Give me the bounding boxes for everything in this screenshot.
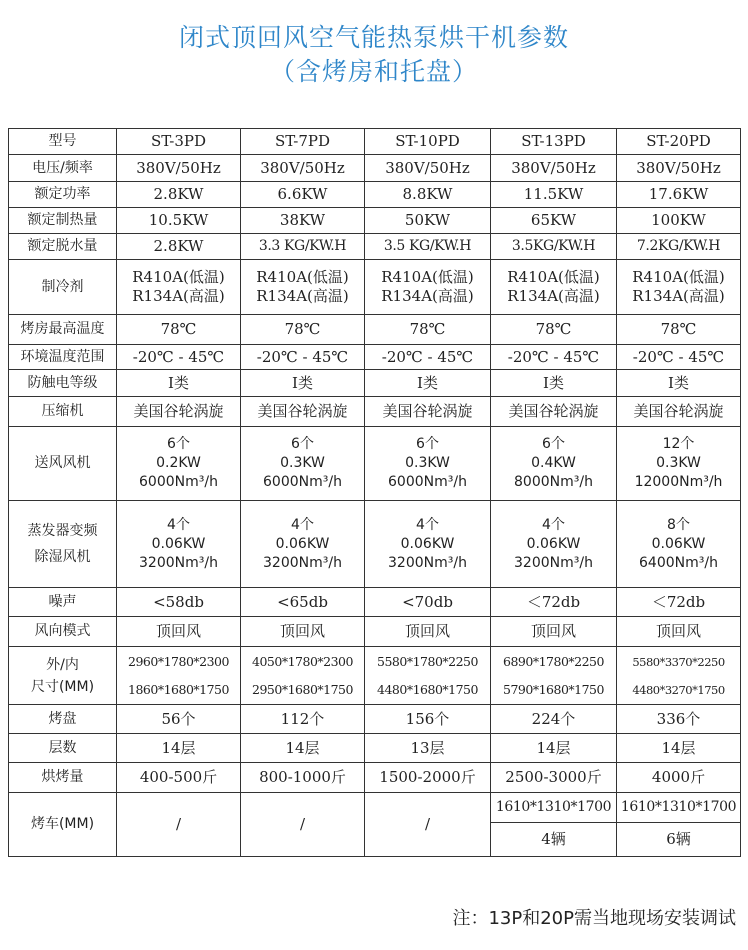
evap-count: 8个: [667, 516, 690, 533]
fan-power: 0.4KW: [531, 455, 576, 471]
value-cell: 4000斤: [617, 763, 741, 793]
fan-power: 0.3KW: [656, 455, 701, 471]
table-row-voltage: [9, 155, 741, 182]
value-cell: I类: [491, 370, 617, 397]
inner-size: 4480*3270*1750: [632, 682, 725, 697]
evap-count: 4个: [542, 516, 565, 533]
value-cell: [117, 501, 241, 588]
table-row-dehumidify: [9, 234, 741, 260]
value-cell: 8.8KW: [365, 182, 491, 208]
row-label-model: 型号: [9, 129, 117, 155]
row-label-max-temp: 烤房最高温度: [9, 315, 117, 345]
value-cell: 78℃: [241, 315, 365, 345]
value-cell: 2.8KW: [117, 182, 241, 208]
evap-airflow: 3200Nm³/h: [263, 554, 342, 571]
fan-count: 6个: [416, 436, 439, 452]
value-cell: [117, 427, 241, 501]
evap-power: 0.06KW: [275, 535, 330, 552]
row-label-voltage: 电压/频率: [9, 155, 117, 182]
table-row-trays: [9, 705, 741, 734]
inner-size: 1860*1680*1750: [128, 681, 229, 697]
evap-count: 4个: [167, 516, 190, 533]
evap-airflow: 3200Nm³/h: [388, 554, 467, 571]
value-cell: [117, 260, 241, 315]
row-label-airflow-mode: 风向模式: [9, 617, 117, 647]
refrigerant-low: R410A(低温): [632, 268, 725, 286]
value-cell: -20℃ - 45℃: [491, 345, 617, 370]
row-label-dimensions-line2: 尺寸(MM): [30, 678, 95, 695]
table-row-refrigerant: [9, 260, 741, 315]
table-row-fan: [9, 427, 741, 501]
row-label-fan: 送风风机: [9, 427, 117, 501]
outer-size: 2960*1780*2300: [128, 653, 229, 669]
table-row-env-temp: [9, 345, 741, 370]
refrigerant-high: R134A(高温): [132, 287, 225, 305]
table-row-capacity: [9, 763, 741, 793]
value-cell: 380V/50Hz: [617, 155, 741, 182]
row-label-heating: 额定制热量: [9, 208, 117, 234]
outer-size: 5580*1780*2250: [377, 653, 478, 669]
value-cell: 1500-2000斤: [365, 763, 491, 793]
value-cell: [617, 427, 741, 501]
value-cell: 美国谷轮涡旋: [617, 397, 741, 427]
table-row-compressor: [9, 397, 741, 427]
value-cell: [241, 501, 365, 588]
value-cell: 美国谷轮涡旋: [365, 397, 491, 427]
table-row-layers: [9, 734, 741, 763]
value-cell: 380V/50Hz: [241, 155, 365, 182]
value-cell: 14层: [117, 734, 241, 763]
value-cell: -20℃ - 45℃: [365, 345, 491, 370]
value-cell: -20℃ - 45℃: [241, 345, 365, 370]
value-cell: 3.5 KG/KW.H: [365, 234, 491, 260]
table-row-shock-class: [9, 370, 741, 397]
model-cell: ST-3PD: [117, 129, 241, 155]
value-cell: [365, 501, 491, 588]
value-cell: 7.2KG/KW.H: [617, 234, 741, 260]
value-cell: 2500-3000斤: [491, 763, 617, 793]
refrigerant-low: R410A(低温): [507, 268, 600, 286]
model-cell: ST-13PD: [491, 129, 617, 155]
value-cell: ＜72db: [491, 588, 617, 617]
fan-count: 6个: [542, 436, 565, 452]
value-cell: 美国谷轮涡旋: [117, 397, 241, 427]
table-row-max-temp: [9, 315, 741, 345]
outer-size: 4050*1780*2300: [252, 653, 353, 669]
table-row-noise: [9, 588, 741, 617]
value-cell: I类: [617, 370, 741, 397]
fan-count: 12个: [662, 436, 695, 452]
value-cell: 78℃: [117, 315, 241, 345]
value-cell: 336个: [617, 705, 741, 734]
evap-count: 4个: [291, 516, 314, 533]
footnote: 注：13P和20P需当地现场安装调试: [452, 908, 736, 929]
value-cell: 380V/50Hz: [365, 155, 491, 182]
value-cell: [365, 427, 491, 501]
row-label-noise: 噪声: [9, 588, 117, 617]
value-cell: 14层: [491, 734, 617, 763]
row-label-refrigerant: 制冷剂: [9, 260, 117, 315]
value-cell: 1610*1310*1700: [491, 793, 617, 823]
evap-count: 4个: [416, 516, 439, 533]
refrigerant-low: R410A(低温): [381, 268, 474, 286]
value-cell: [241, 260, 365, 315]
value-cell: 224个: [491, 705, 617, 734]
outer-size: 6890*1780*2250: [503, 653, 604, 669]
value-cell: 14层: [617, 734, 741, 763]
table-row-dimensions: [9, 647, 741, 705]
refrigerant-low: R410A(低温): [132, 268, 225, 286]
value-cell: [617, 501, 741, 588]
table-row-cart: [9, 793, 741, 823]
value-cell: <58db: [117, 588, 241, 617]
value-cell: 顶回风: [241, 617, 365, 647]
evap-airflow: 3200Nm³/h: [139, 554, 218, 571]
value-cell: 100KW: [617, 208, 741, 234]
fan-airflow: 8000Nm³/h: [514, 474, 593, 490]
value-cell: [491, 260, 617, 315]
row-label-cart: 烤车(MM): [9, 793, 117, 857]
value-cell: 4辆: [491, 823, 617, 857]
row-label-layers: 层数: [9, 734, 117, 763]
value-cell: ＜72db: [617, 588, 741, 617]
table-row-heating: [9, 208, 741, 234]
refrigerant-high: R134A(高温): [632, 287, 725, 305]
evap-power: 0.06KW: [526, 535, 581, 552]
value-cell: I类: [117, 370, 241, 397]
fan-airflow: 6000Nm³/h: [139, 474, 218, 490]
fan-power: 0.3KW: [280, 455, 325, 471]
row-label-shock-class: 防触电等级: [9, 370, 117, 397]
value-cell: 380V/50Hz: [117, 155, 241, 182]
value-cell: <65db: [241, 588, 365, 617]
value-cell: 112个: [241, 705, 365, 734]
row-label-capacity: 烘烤量: [9, 763, 117, 793]
value-cell: 800-1000斤: [241, 763, 365, 793]
value-cell: [241, 427, 365, 501]
value-cell: 2.8KW: [117, 234, 241, 260]
fan-power: 0.3KW: [405, 455, 450, 471]
value-cell: 38KW: [241, 208, 365, 234]
value-cell: /: [241, 793, 365, 857]
row-label-compressor: 压缩机: [9, 397, 117, 427]
model-cell: ST-20PD: [617, 129, 741, 155]
value-cell: 156个: [365, 705, 491, 734]
value-cell: 78℃: [491, 315, 617, 345]
fan-airflow: 6000Nm³/h: [263, 474, 342, 490]
value-cell: 400-500斤: [117, 763, 241, 793]
fan-count: 6个: [167, 436, 190, 452]
row-label-env-temp: 环境温度范围: [9, 345, 117, 370]
value-cell: 美国谷轮涡旋: [241, 397, 365, 427]
table-row-evaporator-fan: [9, 501, 741, 588]
fan-airflow: 6000Nm³/h: [388, 474, 467, 490]
value-cell: [617, 260, 741, 315]
inner-size: 4480*1680*1750: [377, 681, 478, 697]
row-label-trays: 烤盘: [9, 705, 117, 734]
value-cell: 顶回风: [117, 617, 241, 647]
evap-power: 0.06KW: [151, 535, 206, 552]
value-cell: 3.5KG/KW.H: [491, 234, 617, 260]
table-row-airflow-mode: [9, 617, 741, 647]
value-cell: [365, 647, 491, 705]
value-cell: 78℃: [365, 315, 491, 345]
page-title: 闭式顶回风空气能热泵烘干机参数: [178, 23, 569, 52]
value-cell: /: [117, 793, 241, 857]
value-cell: 3.3 KG/KW.H: [241, 234, 365, 260]
value-cell: [241, 647, 365, 705]
value-cell: [491, 501, 617, 588]
table-row-model: [9, 129, 741, 155]
outer-size: 5580*3370*2250: [632, 654, 725, 669]
row-label-dimensions-line1: 外/内: [46, 656, 79, 673]
value-cell: 10.5KW: [117, 208, 241, 234]
value-cell: [491, 647, 617, 705]
row-label-evaporator-line1: 蒸发器变频: [27, 523, 98, 539]
row-label-dimensions: [9, 647, 117, 705]
row-label-power: 额定功率: [9, 182, 117, 208]
model-cell: ST-10PD: [365, 129, 491, 155]
value-cell: /: [365, 793, 491, 857]
refrigerant-high: R134A(高温): [256, 287, 349, 305]
value-cell: 13层: [365, 734, 491, 763]
value-cell: -20℃ - 45℃: [617, 345, 741, 370]
value-cell: 380V/50Hz: [491, 155, 617, 182]
value-cell: -20℃ - 45℃: [117, 345, 241, 370]
evap-power: 0.06KW: [400, 535, 455, 552]
inner-size: 2950*1680*1750: [252, 681, 353, 697]
evap-airflow: 6400Nm³/h: [639, 554, 718, 571]
inner-size: 5790*1680*1750: [503, 681, 604, 697]
spec-table: [8, 128, 741, 857]
refrigerant-high: R134A(高温): [381, 287, 474, 305]
row-label-dehumidify: 额定脱水量: [9, 234, 117, 260]
evap-power: 0.06KW: [651, 535, 706, 552]
value-cell: 11.5KW: [491, 182, 617, 208]
value-cell: 65KW: [491, 208, 617, 234]
refrigerant-high: R134A(高温): [507, 287, 600, 305]
page-subtitle: （含烤房和托盘）: [269, 57, 478, 86]
value-cell: [491, 427, 617, 501]
evap-airflow: 3200Nm³/h: [514, 554, 593, 571]
fan-airflow: 12000Nm³/h: [634, 474, 723, 490]
value-cell: 顶回风: [617, 617, 741, 647]
value-cell: [617, 647, 741, 705]
value-cell: 78℃: [617, 315, 741, 345]
row-label-evaporator-fan: [9, 501, 117, 588]
fan-power: 0.2KW: [156, 455, 201, 471]
value-cell: I类: [365, 370, 491, 397]
value-cell: [117, 647, 241, 705]
model-cell: ST-7PD: [241, 129, 365, 155]
value-cell: 14层: [241, 734, 365, 763]
value-cell: 50KW: [365, 208, 491, 234]
fan-count: 6个: [291, 436, 314, 452]
value-cell: 17.6KW: [617, 182, 741, 208]
value-cell: 顶回风: [491, 617, 617, 647]
value-cell: 1610*1310*1700: [617, 793, 741, 823]
row-label-evaporator-line2: 除湿风机: [34, 549, 91, 565]
value-cell: 美国谷轮涡旋: [491, 397, 617, 427]
refrigerant-low: R410A(低温): [256, 268, 349, 286]
value-cell: I类: [241, 370, 365, 397]
table-row-power: [9, 182, 741, 208]
value-cell: [365, 260, 491, 315]
value-cell: 6辆: [617, 823, 741, 857]
value-cell: 顶回风: [365, 617, 491, 647]
value-cell: <70db: [365, 588, 491, 617]
value-cell: 56个: [117, 705, 241, 734]
value-cell: 6.6KW: [241, 182, 365, 208]
